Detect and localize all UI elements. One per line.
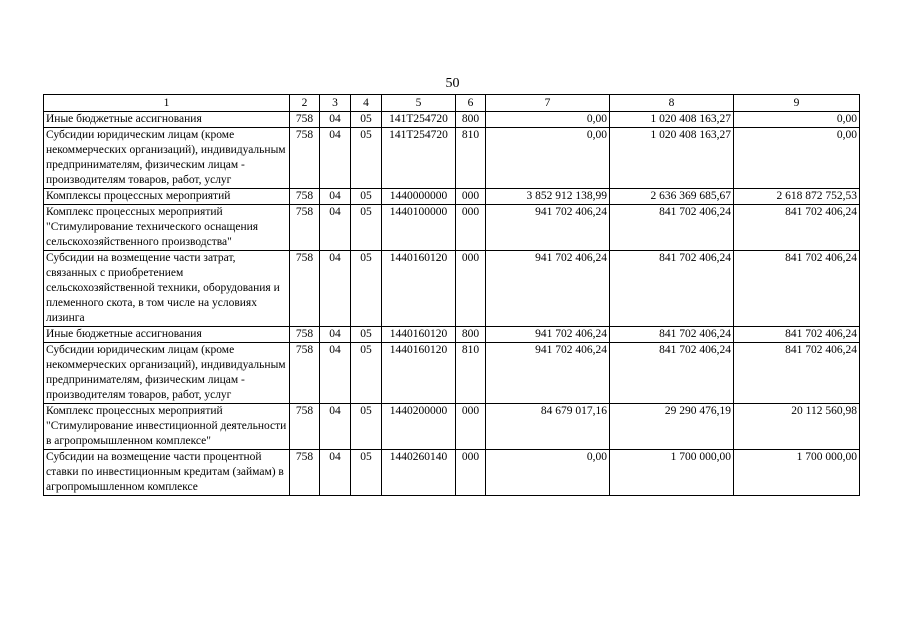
row-code: 758: [290, 450, 320, 496]
row-name: Комплекс процессных мероприятий "Стимулирование технического оснащения сельскохозяйственного производства": [44, 205, 290, 251]
column-header: 2: [290, 95, 320, 112]
row-code: 000: [456, 205, 486, 251]
row-code: 758: [290, 112, 320, 128]
row-code: 1440260140: [382, 450, 456, 496]
table-row: [44, 450, 860, 496]
row-code: 758: [290, 251, 320, 327]
table-row: [44, 112, 860, 128]
column-header: 5: [382, 95, 456, 112]
table-row: [44, 404, 860, 450]
row-amount: 941 702 406,24: [486, 251, 610, 327]
row-amount: 1 020 408 163,27: [610, 128, 734, 189]
row-code: 05: [351, 450, 382, 496]
row-code: 04: [320, 327, 351, 343]
row-code: 05: [351, 343, 382, 404]
row-code: 1440160120: [382, 251, 456, 327]
row-code: 141Т254720: [382, 128, 456, 189]
budget-table: [43, 94, 860, 496]
header-row: [44, 95, 860, 112]
row-amount: 841 702 406,24: [734, 327, 860, 343]
row-amount: 1 700 000,00: [610, 450, 734, 496]
row-code: 810: [456, 128, 486, 189]
table-row: [44, 205, 860, 251]
row-name: Комплекс процессных мероприятий "Стимулирование инвестиционной деятельности в агропромышленном комплексе": [44, 404, 290, 450]
row-name: Субсидии на возмещение части затрат, связанных с приобретением сельскохозяйственной техники, оборудования и племенного скота, в том числе на условиях лизинга: [44, 251, 290, 327]
row-code: 04: [320, 112, 351, 128]
row-code: 000: [456, 450, 486, 496]
row-code: 05: [351, 112, 382, 128]
row-code: 1440160120: [382, 327, 456, 343]
row-name: Иные бюджетные ассигнования: [44, 112, 290, 128]
row-code: 04: [320, 205, 351, 251]
column-header: 8: [610, 95, 734, 112]
row-amount: 0,00: [486, 112, 610, 128]
row-code: 04: [320, 343, 351, 404]
row-code: 04: [320, 189, 351, 205]
row-code: 04: [320, 450, 351, 496]
row-code: 000: [456, 404, 486, 450]
row-code: 1440000000: [382, 189, 456, 205]
row-code: 758: [290, 327, 320, 343]
column-header: 4: [351, 95, 382, 112]
row-amount: 941 702 406,24: [486, 343, 610, 404]
row-code: 05: [351, 251, 382, 327]
row-amount: 841 702 406,24: [734, 343, 860, 404]
row-amount: 0,00: [486, 128, 610, 189]
row-code: 05: [351, 404, 382, 450]
row-name: Иные бюджетные ассигнования: [44, 327, 290, 343]
row-code: 1440160120: [382, 343, 456, 404]
row-amount: 0,00: [734, 128, 860, 189]
row-code: 758: [290, 189, 320, 205]
row-amount: 841 702 406,24: [734, 205, 860, 251]
column-header: 7: [486, 95, 610, 112]
row-amount: 841 702 406,24: [734, 251, 860, 327]
row-amount: 841 702 406,24: [610, 251, 734, 327]
row-amount: 2 636 369 685,67: [610, 189, 734, 205]
row-amount: 841 702 406,24: [610, 327, 734, 343]
row-amount: 1 020 408 163,27: [610, 112, 734, 128]
row-code: 758: [290, 404, 320, 450]
column-header: 9: [734, 95, 860, 112]
column-header: 1: [44, 95, 290, 112]
row-code: 141Т254720: [382, 112, 456, 128]
row-code: 05: [351, 189, 382, 205]
row-name: Субсидии юридическим лицам (кроме некоммерческих организаций), индивидуальным предпринимателям, физическим лицам - производителям товаров, работ, услуг: [44, 343, 290, 404]
row-amount: 941 702 406,24: [486, 327, 610, 343]
row-code: 04: [320, 251, 351, 327]
row-code: 758: [290, 128, 320, 189]
table-row: [44, 343, 860, 404]
column-header: 6: [456, 95, 486, 112]
row-amount: 20 112 560,98: [734, 404, 860, 450]
row-name: Субсидии на возмещение части процентной ставки по инвестиционным кредитам (займам) в агропромышленном комплексе: [44, 450, 290, 496]
table-row: [44, 128, 860, 189]
table-row: [44, 327, 860, 343]
row-amount: 3 852 912 138,99: [486, 189, 610, 205]
row-amount: 841 702 406,24: [610, 343, 734, 404]
row-code: 800: [456, 327, 486, 343]
row-code: 05: [351, 327, 382, 343]
row-amount: 0,00: [486, 450, 610, 496]
row-code: 1440200000: [382, 404, 456, 450]
row-amount: 1 700 000,00: [734, 450, 860, 496]
page-number: 50: [445, 76, 460, 91]
row-code: 758: [290, 205, 320, 251]
row-code: 04: [320, 404, 351, 450]
row-code: 000: [456, 189, 486, 205]
column-header: 3: [320, 95, 351, 112]
row-amount: 84 679 017,16: [486, 404, 610, 450]
row-amount: 2 618 872 752,53: [734, 189, 860, 205]
row-code: 810: [456, 343, 486, 404]
row-code: 758: [290, 343, 320, 404]
row-amount: 0,00: [734, 112, 860, 128]
row-code: 000: [456, 251, 486, 327]
row-amount: 941 702 406,24: [486, 205, 610, 251]
row-name: Комплексы процессных мероприятий: [44, 189, 290, 205]
row-name: Субсидии юридическим лицам (кроме некоммерческих организаций), индивидуальным предпринимателям, физическим лицам - производителям товаров, работ, услуг: [44, 128, 290, 189]
row-code: 05: [351, 128, 382, 189]
row-amount: 841 702 406,24: [610, 205, 734, 251]
row-amount: 29 290 476,19: [610, 404, 734, 450]
row-code: 800: [456, 112, 486, 128]
table-row: [44, 189, 860, 205]
row-code: 1440100000: [382, 205, 456, 251]
table-row: [44, 251, 860, 327]
row-code: 05: [351, 205, 382, 251]
row-code: 04: [320, 128, 351, 189]
